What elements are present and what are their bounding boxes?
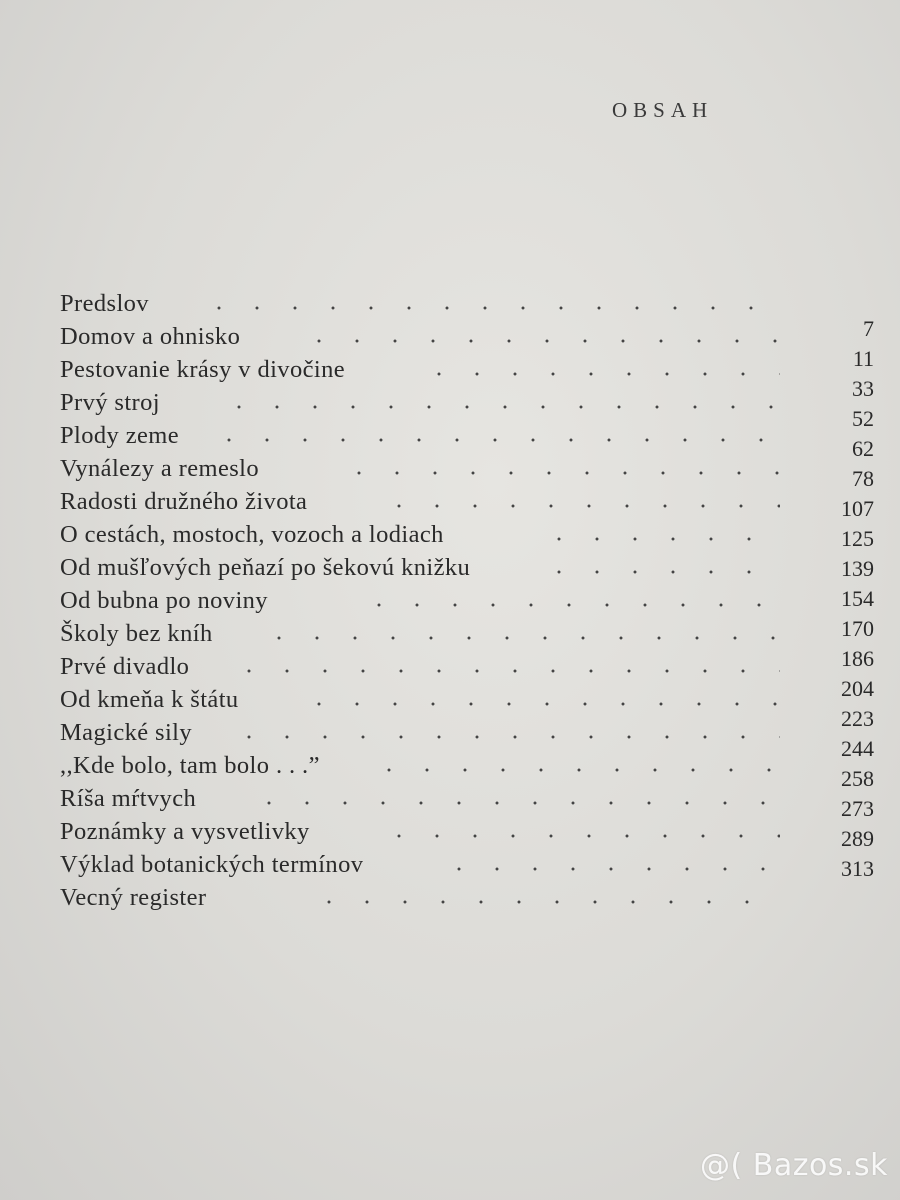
dot-leader — [210, 438, 780, 442]
toc-page-number: 273 — [841, 796, 874, 821]
dot-leader — [540, 570, 780, 574]
toc-page-number: 204 — [841, 676, 874, 701]
toc-page-number: 33 — [852, 376, 874, 401]
toc-page-number: 78 — [852, 466, 874, 491]
toc-page-number: 258 — [841, 766, 874, 791]
dot-leader — [250, 801, 780, 805]
toc-entry — [60, 618, 878, 650]
toc-entry-title: Predslov — [60, 290, 149, 317]
toc-page-number: 223 — [841, 706, 874, 731]
toc-page-number: 52 — [852, 406, 874, 431]
dot-leader — [540, 537, 780, 541]
toc-entry — [60, 651, 878, 683]
toc-page-number: 154 — [841, 586, 874, 611]
toc-entry-title: Prvé divadlo — [60, 653, 190, 680]
toc-entry — [60, 849, 878, 881]
toc-entry-title: Pestovanie krásy v divočine — [60, 356, 346, 383]
watermark-text: @( Bazos.sk — [700, 1148, 888, 1183]
toc-entry — [60, 552, 878, 584]
toc-entry-title: Školy bez kníh — [60, 620, 213, 647]
toc-entry-title: O cestách, mostoch, vozoch a lodiach — [60, 521, 444, 548]
dot-leader — [380, 834, 780, 838]
toc-entry — [60, 816, 878, 848]
toc-entry — [60, 783, 878, 815]
toc-entry-title: Od kmeňa k štátu — [60, 686, 239, 713]
toc-entry-title: Od mušľových peňazí po šekovú knižku — [60, 554, 471, 581]
dot-leader — [300, 702, 780, 706]
toc-page-number: 125 — [841, 526, 874, 551]
dot-leader — [360, 603, 780, 607]
toc-entry — [60, 288, 878, 320]
toc-entry — [60, 684, 878, 716]
toc-page-number: 170 — [841, 616, 874, 641]
toc-entry — [60, 519, 878, 551]
dot-leader — [230, 735, 780, 739]
dot-leader — [230, 669, 780, 673]
toc-entry-title: Vecný register — [60, 884, 207, 911]
toc-entry — [60, 387, 878, 419]
toc-entry — [60, 750, 878, 782]
toc-entry — [60, 882, 878, 914]
toc-entry-title: ,,Kde bolo, tam bolo . . .” — [60, 752, 320, 779]
dot-leader — [440, 867, 780, 871]
toc-page-number: 107 — [841, 496, 874, 521]
toc-entry-title: Radosti družného života — [60, 488, 308, 515]
page-heading: OBSAH — [612, 98, 714, 122]
toc-entry — [60, 486, 878, 518]
toc-page-number: 62 — [852, 436, 874, 461]
toc-entry-title: Výklad botanických termínov — [60, 851, 364, 878]
dot-leader — [220, 405, 780, 409]
dot-leader — [370, 768, 780, 772]
toc-entry — [60, 420, 878, 452]
toc-page-number: 139 — [841, 556, 874, 581]
toc-entry-title: Od bubna po noviny — [60, 587, 268, 614]
toc-entry — [60, 717, 878, 749]
dot-leader — [200, 306, 780, 310]
toc-entry — [60, 453, 878, 485]
toc-entry-title: Prvý stroj — [60, 389, 160, 416]
dot-leader — [420, 372, 780, 376]
dot-leader — [260, 636, 780, 640]
toc-entry-title: Domov a ohnisko — [60, 323, 241, 350]
toc-page-number: 313 — [841, 856, 874, 881]
toc-entry-title: Ríša mŕtvych — [60, 785, 197, 812]
dot-leader — [340, 471, 780, 475]
toc-entry-title: Magické sily — [60, 719, 193, 746]
dot-leader — [300, 339, 780, 343]
toc-page-number: 186 — [841, 646, 874, 671]
toc-entry — [60, 585, 878, 617]
toc-page-number: 7 — [863, 316, 874, 341]
toc-entry-title: Poznámky a vysvetlivky — [60, 818, 310, 845]
toc-entry — [60, 354, 878, 386]
dot-leader — [380, 504, 780, 508]
toc-entry-title: Plody zeme — [60, 422, 179, 449]
toc-entry-title: Vynálezy a remeslo — [60, 455, 260, 482]
toc-entry — [60, 321, 878, 353]
toc-page-number: 11 — [852, 346, 874, 371]
dot-leader — [310, 900, 780, 904]
toc-page-number: 244 — [841, 736, 874, 761]
toc-page-number: 289 — [841, 826, 874, 851]
